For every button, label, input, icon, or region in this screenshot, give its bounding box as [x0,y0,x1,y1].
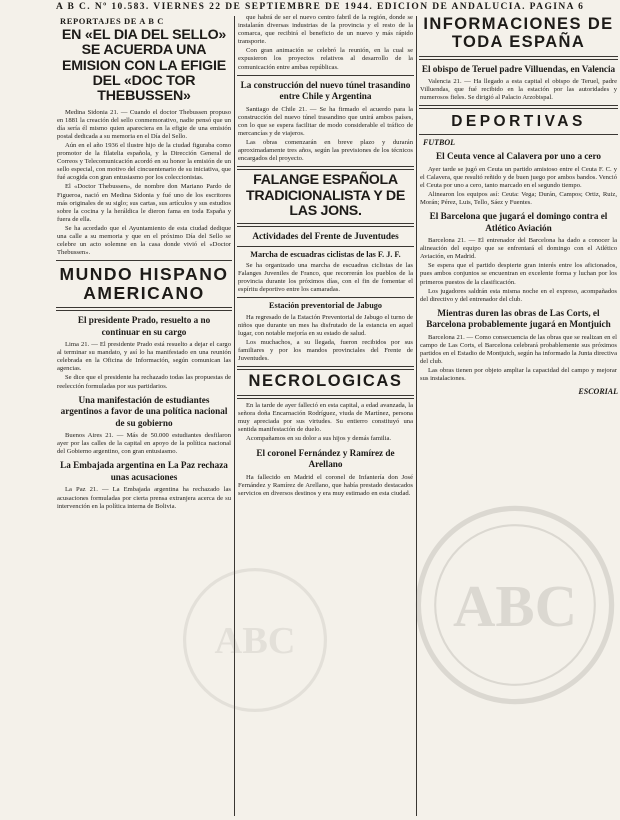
article-paragraph: Valencia 21. — Ha llegado a esta capital el obispo de Teruel, padre Villuendas, que fué recibido en la estación por las autoridades y numerosos fieles. Se dirigió al Palacio Arzobispal. [420,78,617,102]
subheadline-tunel: La construcción del nuevo túnel trasandino entre Chile y Argentina [240,79,411,102]
svg-text:ABC: ABC [214,619,296,662]
article-signature: ESCORIAL [578,387,618,397]
section-rule [56,260,232,261]
section-rule [419,134,618,135]
article-paragraph: Santiago de Chile 21. — Se ha firmado el acuerdo para la construcción del nuevo túnel trasandino que unirá ambos países, con lo que se espera facilitar de modo considerable el tráfico de mercancías y de viajeros. [238,105,413,137]
subheadline-obispo-teruel: El obispo de Teruel padre Villuendas, en Valencia [421,63,616,74]
headline-deportivas: DEPORTIVAS [451,113,586,131]
section-rule [237,75,414,76]
section-rule [237,366,414,370]
article-paragraph: Alinearon los equipos así: Ceuta: Vega; Durán, Campos; Ortiz, Ruiz, Morán; Pérez, Luis, Tello, Sáez y Fuentes. [420,190,617,207]
column-divider [416,16,417,816]
section-rule [237,246,414,247]
article-paragraph: Ha fallecido en Madrid el coronel de Infantería don José Fernández y Ramírez de Arellano, que había prestado destacados servicios en diversos destinos y era muy estimado en esta ciudad. [238,473,413,497]
article-paragraph: que habrá de ser el nuevo centro fabril de la región, donde se instalarán diversas industrias de la provincia y el resto de la comarca, que recibirá el beneficio de un nuevo y más rápido transporte. [238,14,413,46]
subheadline-presidente-prado: El presidente Prado, resuelto a no continuar en su cargo [77,315,211,337]
article-paragraph: Se dice que el presidente ha rechazado todas las propuestas de reelección formuladas por sus partidarios. [57,374,231,390]
article-paragraph: Lima 21. — El presidente Prado está resuelto a dejar el cargo al terminar su mandato, y así lo ha manifestado en una reunión celebrada en la Oficina de Información, según comunican las agencias. [57,341,231,373]
section-rule [56,307,232,311]
article-paragraph: Barcelona 21. — El entrenador del Barcelona ha dado a conocer la alineación del equipo que se enfrentará el domingo con el Atlético Aviación, en Madrid. [420,237,617,261]
article-paragraph: El «Doctor Thebussen», de nombre don Mariano Pardo de Figueroa, nació en Medina Sidonia y fué uno de los escritores más originales de su siglo; sus cartas, sus artículos y sus estudios sobre la cocina y la heráldica le dieron fama en toda España y fuera de ella. [57,183,231,223]
article-paragraph: Aún en el año 1936 el ilustre hijo de la ciudad figuraba como promotor de la filatelia española, y la Dirección General de Correos y Telecomunicación acordó en su honor la emisión de un sello especial, con motivo del cincuentenario de su iniciativa, que fué acogida con gran entusiasmo por los coleccionistas. [57,142,231,182]
subheadline-jabugo: Estación preventorial de Jabugo [269,301,382,311]
section-rule [237,395,414,399]
article-paragraph: Se ha organizado una marcha de escuadras ciclistas de las Falanges Juveniles de Franco, que recorrerán los pueblos de la provincia durante los próximos días, con el fin de fomentar el espíritu deportivo entre los camaradas. [238,262,413,294]
subheadline-montjuich: Mientras duren las obras de Las Corts, el Barcelona probablemente jugará en Montjuich [426,307,611,330]
article-paragraph: Con gran animación se celebró la reunión, en la cual se expusieron los proyectos relativos al desarrollo de la comunicación entre ambas repúblicas. [238,47,413,71]
article-paragraph: Las obras tienen por objeto ampliar la capacidad del campo y mejorar sus instalaciones. [420,367,617,383]
page-header-line: A B C. Nº 10.583. VIERNES 22 DE SEPTIEMBRE DE 1944. EDICION DE ANDALUCIA. PAGINA 6 [56,2,585,12]
headline-informaciones: INFORMACIONES DE TODA ESPAÑA [423,15,614,51]
article-paragraph: Medina Sidonia 21. — Cuando el doctor Thebussen propuso en 1881 la creación del sello conmemorativo, nadie pensó que un día sería él mismo quien apareciera en la efigie de una emisión postal dedicada a su memoria en el Día del Sello. [57,108,231,140]
article-paragraph: Barcelona 21. — Como consecuencia de las obras que se realizan en el campo de Las Corts, el Barcelona celebrará probablemente sus próximos partidos en el Estadio de Montjuich, según ha informado la Junta directiva del club. [420,333,617,366]
subheadline-estudiantes: Una manifestación de estudiantes argentinos a favor de una política nacional de su gobierno [60,394,228,428]
column-middle [237,14,414,820]
article-paragraph: Acompañamos en su dolor a sus hijos y demás familia. [246,435,392,443]
article-paragraph: Ayer tarde se jugó en Ceuta un partido amistoso entre el Ceuta F. C. y el Calavera, que resultó reñido y de buen juego por ambos bandos. Venció el Ceuta por uno a cero, tanto marcado en el segundo tiempo. [420,165,617,189]
headline-falange: FALANGE ESPAÑOLA TRADICIONALISTA Y DE LAS JONS. [245,172,405,219]
article-paragraph: Los jugadores saldrán esta misma noche en el expreso, acompañados del directivo y del entrenador del club. [420,287,617,303]
section-label-futbol: FUTBOL [423,138,455,148]
subheadline-barcelona-aviacion: El Barcelona que jugará el domingo contra el Atlético Aviación [429,211,608,233]
article-paragraph: La Paz 21. — La Embajada argentina ha rechazado las acusaciones formuladas por cierta prensa extranjera acerca de su intervención en la política interna de Bolivia. [57,486,231,510]
article-paragraph: Los muchachos, a su llegada, fueron recibidos por sus familiares y por los mandos provinciales del Frente de Juventudes. [238,338,413,363]
article-paragraph: Buenos Aires 21. — Más de 50.000 estudiantes desfilaron ayer por las calles de la capital en apoyo de la política nacional del Gobierno argentino, con gran entusiasmo. [57,432,231,456]
subheadline-frente-juventudes: Actividades del Frente de Juventudes [252,231,399,242]
column-divider [234,16,235,816]
signature-row [419,385,618,396]
section-rule [237,297,414,298]
article-paragraph: Las obras comenzarán en breve plazo y durarán aproximadamente tres años, según las previsiones de los técnicos encargados del proyecto. [238,139,413,163]
subheadline-ceuta: El Ceuta vence al Calavera por uno a cero [435,151,602,162]
section-rule [237,166,414,170]
section-rule [419,56,618,60]
article-paragraph: Ha regresado de la Estación Preventorial de Jabugo el turno de niños que durante un mes ha disfrutado de la estancia en aquel lugar, con notable mejoría en su estado de salud. [238,313,413,337]
subheadline-coronel: El coronel Fernández y Ramírez de Arellano [256,447,395,470]
headline-necrologicas: NECROLOGICAS [248,372,403,391]
article-paragraph: En la tarde de ayer falleció en esta capital, a edad avanzada, la señora doña Encarnación Rodríguez, viuda de Martínez, persona muy apreciada por sus virtudes. Su entierro constituyó una sentida manifestación de duelo. [238,402,413,434]
article-paragraph: Se ha acordado que el Ayuntamiento de esta ciudad dedique una calle a su memoria y que en el próximo Día del Sello se celebre un acto solemne en la casa donde vivió el «Doctor Thebussen». [57,224,231,257]
headline-dia-del-sello: EN «EL DIA DEL SELLO» SE ACUERDA UNA EMISION CON LA EFIGIE DEL «DOC TOR THEBUSSEN» [61,27,227,105]
section-rule [237,223,414,227]
svg-text:ABC: ABC [452,574,578,639]
section-rule [419,105,618,109]
subheadline-marcha-ciclistas: Marcha de escuadras ciclistas de las F. J. F. [250,249,401,259]
subheadline-embajada: La Embajada argentina en La Paz rechaza unas acusaciones [60,460,228,482]
column-left [56,14,232,820]
section-kicker: REPORTAJES DE A B C [60,16,164,26]
headline-mundo-hispano: MUNDO HISPANO AMERICANO [59,264,229,304]
article-paragraph: Se espera que el partido despierte gran interés entre los aficionados, pues ambos conjuntos se encuentran en excelente forma y luchan por los primeros puestos de la clasificación. [420,262,617,286]
column-right [419,14,618,820]
